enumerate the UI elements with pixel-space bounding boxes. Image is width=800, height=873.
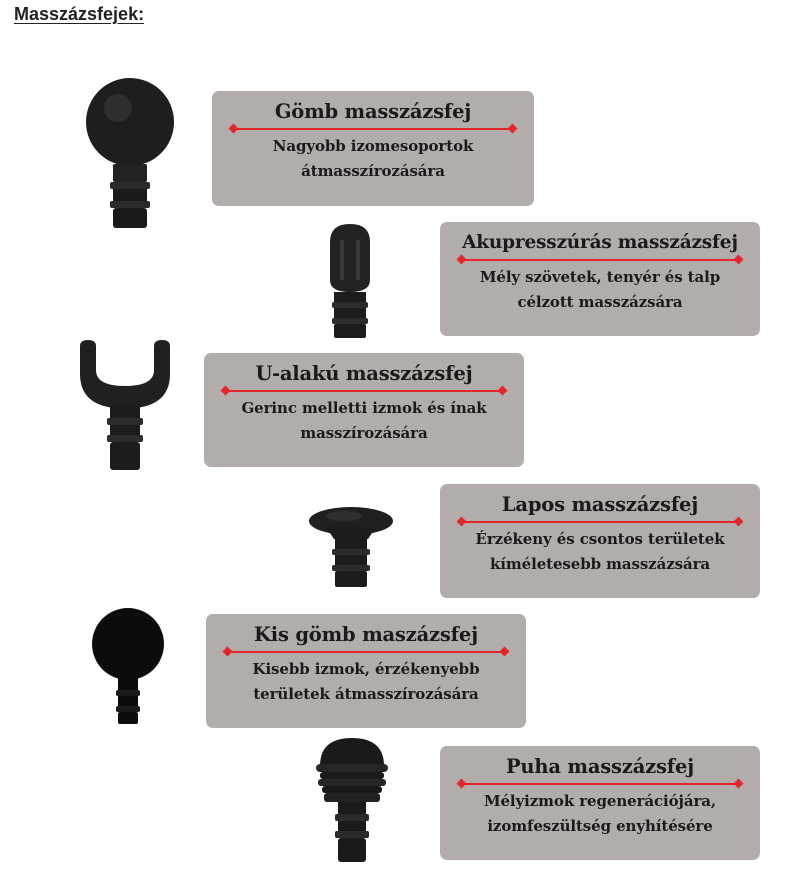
card-title: Puha masszázsfej: [505, 755, 695, 778]
card-title: Gömb masszázsfej: [274, 100, 472, 123]
card-akupresszuras: [440, 222, 760, 336]
card-u-alaku: [204, 353, 524, 467]
card-desc-line1: Érzékeny és csontos területek: [475, 530, 725, 548]
soft-head-icon: [310, 736, 394, 866]
card-title: Kis gömb maszázsfej: [254, 623, 478, 646]
card-desc-line2: területek átmasszírozására: [253, 685, 479, 703]
card-title: Lapos masszázsfej: [501, 493, 699, 516]
divider: [222, 386, 506, 396]
divider: [230, 124, 516, 134]
page-heading: Masszázsfejek:: [14, 4, 145, 24]
card-desc-line2: izomfeszültség enyhítésére: [487, 817, 713, 835]
small-ball-head-icon: [88, 606, 168, 726]
card-desc-line2: masszírozására: [300, 424, 428, 442]
card-kis-gomb: [206, 614, 526, 728]
divider: [458, 517, 742, 527]
ball-head-icon: [80, 78, 180, 233]
card-desc-line2: célzott masszázsára: [517, 293, 683, 311]
divider: [458, 779, 742, 789]
card-desc-line1: Mélyizmok regenerációjára,: [483, 792, 717, 810]
card-desc-line1: Gerinc melletti izmok és ínak: [241, 399, 487, 417]
card-title: U-alakú masszázsfej: [255, 362, 473, 385]
card-desc-line2: kíméletesebb masszázsára: [489, 555, 711, 573]
divider: [224, 647, 508, 657]
card-title: Akupresszúrás masszázsfej: [462, 232, 738, 253]
fork-head-icon: [70, 338, 180, 473]
card-puha: [440, 746, 760, 860]
bullet-head-icon: [318, 220, 382, 340]
card-desc-line1: Kisebb izmok, érzékenyebb: [252, 660, 480, 678]
card-desc-line1: Mély szövetek, tenyér és talp: [479, 268, 721, 286]
flat-head-icon: [306, 505, 396, 590]
card-gomb: [212, 91, 534, 206]
divider: [458, 255, 742, 265]
card-desc-line2: átmasszírozására: [301, 162, 445, 180]
card-lapos: [440, 484, 760, 598]
card-desc-line1: Nagyobb izomesoportok: [272, 137, 474, 155]
